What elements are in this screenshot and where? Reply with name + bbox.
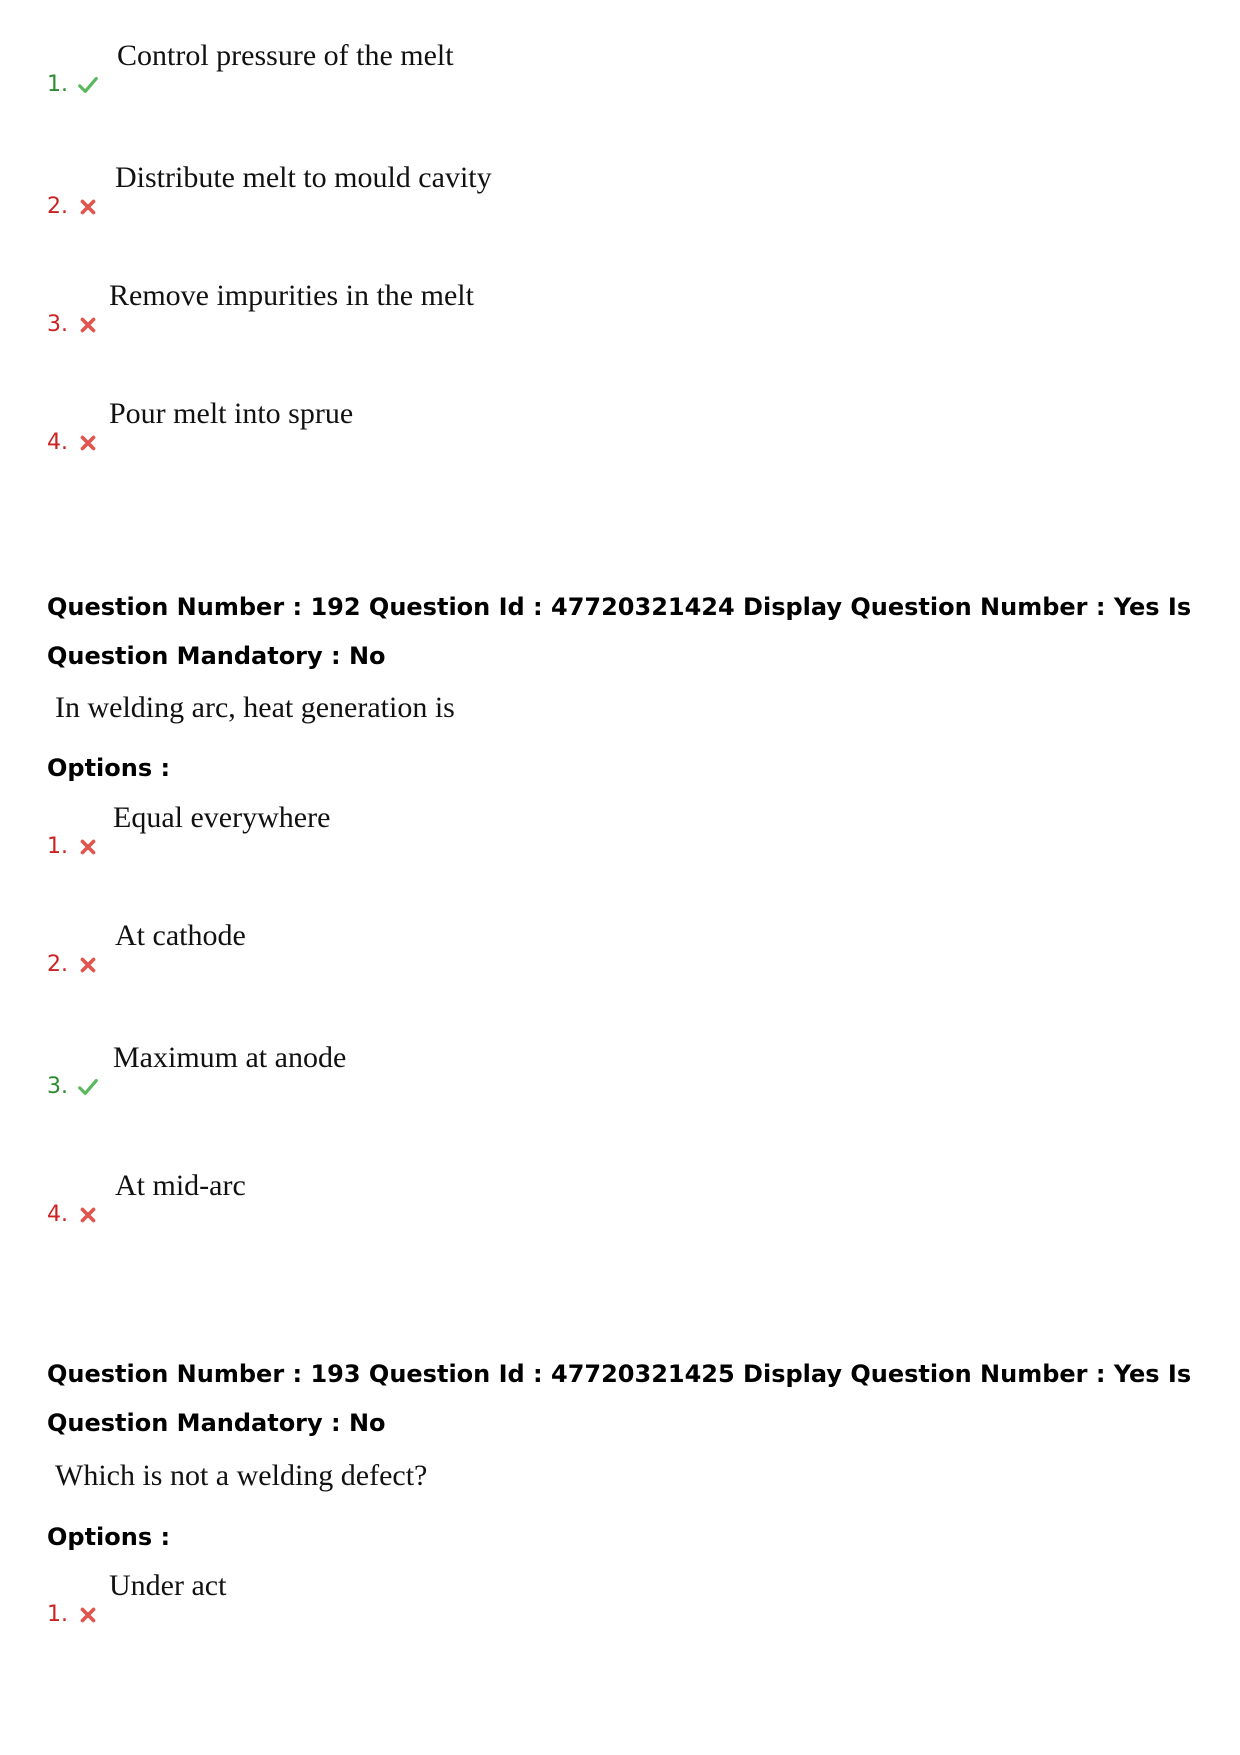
option-row (47, 160, 947, 220)
options-label: Options : (47, 754, 171, 782)
cross-mark-icon (77, 954, 99, 976)
cross-mark-icon (77, 314, 99, 336)
cross-mark-icon (77, 432, 99, 454)
option-text: Distribute melt to mould cavity (115, 161, 492, 194)
option-text: Maximum at anode (113, 1041, 347, 1074)
option-text: Control pressure of the melt (117, 39, 454, 72)
option-number: 1. (47, 72, 68, 97)
option-number: 3. (47, 1074, 68, 1099)
option-row (47, 918, 947, 978)
option-row (47, 1168, 947, 1228)
option-number: 2. (47, 194, 68, 219)
option-row (47, 396, 947, 456)
check-mark-icon (77, 1076, 99, 1098)
option-row (47, 800, 947, 860)
question-header: Question Number : 193 Question Id : 47720321425 Display Question Number : Yes Is Question Mandatory : No (47, 1360, 1192, 1437)
cross-mark-icon (77, 196, 99, 218)
cross-mark-icon (77, 1204, 99, 1226)
option-text: Pour melt into sprue (109, 397, 354, 430)
option-text: At cathode (115, 919, 246, 952)
option-text: At mid-arc (115, 1169, 246, 1202)
options-label: Options : (47, 1523, 171, 1551)
question-text: Which is not a welding defect? (55, 1459, 428, 1492)
option-row (47, 278, 947, 338)
cross-mark-icon (77, 836, 99, 858)
option-number: 2. (47, 952, 68, 977)
option-number: 1. (47, 1602, 68, 1627)
question-text: In welding arc, heat generation is (55, 691, 455, 724)
option-number: 1. (47, 834, 68, 859)
option-row (47, 38, 947, 98)
option-row (47, 1040, 947, 1100)
cross-mark-icon (77, 1604, 99, 1626)
option-number: 4. (47, 430, 68, 455)
option-text: Equal everywhere (113, 801, 331, 834)
option-number: 4. (47, 1202, 68, 1227)
option-text: Under act (109, 1569, 227, 1602)
option-text: Remove impurities in the melt (109, 279, 474, 312)
question-header: Question Number : 192 Question Id : 47720321424 Display Question Number : Yes Is Question Mandatory : No (47, 593, 1192, 670)
check-mark-icon (77, 74, 99, 96)
option-number: 3. (47, 312, 68, 337)
option-row (47, 1568, 947, 1628)
